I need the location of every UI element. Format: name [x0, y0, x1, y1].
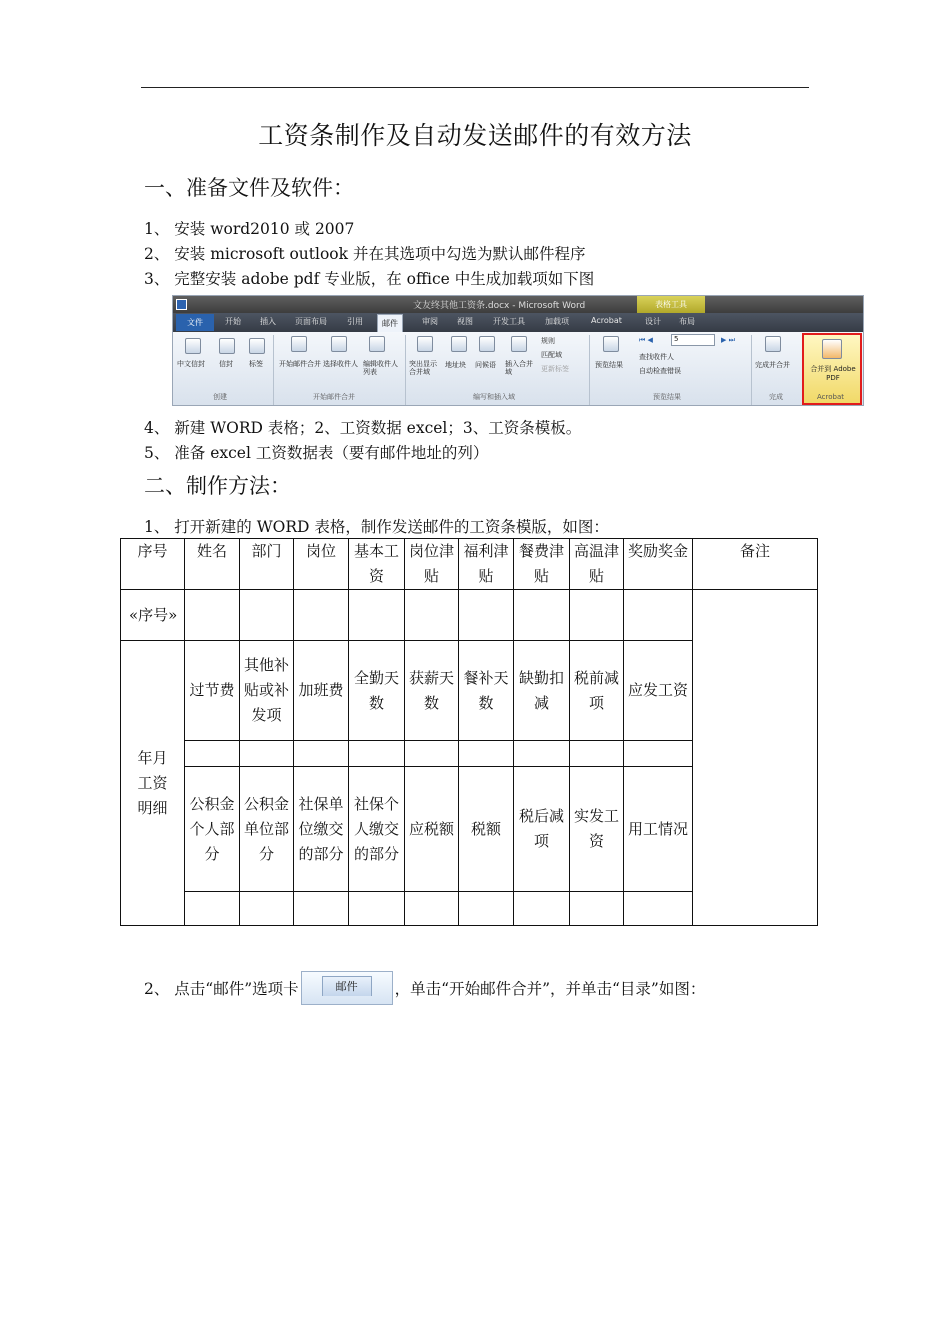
mailings-tab-image	[301, 971, 393, 1005]
step-2-before: 2、 点击“邮件”选项卡	[144, 980, 299, 998]
chinese-envelope-icon[interactable]	[185, 338, 201, 354]
table-cell	[459, 741, 514, 767]
finish-merge-label: 完成并合并	[755, 361, 790, 369]
table-cell	[514, 741, 570, 767]
table-cell	[240, 741, 294, 767]
group-finish: 完成	[769, 393, 783, 401]
tab-review[interactable]: 审阅	[422, 317, 438, 326]
group-create: 创建	[213, 393, 227, 401]
group-separator	[273, 335, 274, 405]
highlight-fields-label: 突出显示合并域	[409, 360, 437, 376]
table-cell	[185, 741, 240, 767]
tab-layout[interactable]: 布局	[679, 317, 695, 326]
tab-mailings[interactable]: 邮件	[377, 314, 403, 332]
tab-developer[interactable]: 开发工具	[493, 317, 525, 326]
list-item: 5、 准备 excel 工资数据表（要有邮件地址的列）	[144, 444, 489, 462]
group-separator	[589, 335, 590, 405]
group-separator	[405, 335, 406, 405]
mailings-tab-label: 邮件	[322, 976, 372, 996]
table-cell: 缺勤扣减	[514, 641, 570, 741]
tab-view[interactable]: 视图	[457, 317, 473, 326]
rules-button[interactable]: 规则	[541, 337, 555, 345]
window-title: 文友终其他工资条.docx - Microsoft Word	[413, 301, 586, 311]
table-cell	[294, 892, 349, 926]
list-item: 2、 安装 microsoft outlook 并在其选项中勾选为默认邮件程序	[144, 245, 586, 263]
auto-check-button[interactable]: 自动检查错误	[639, 367, 681, 375]
acrobat-merge-highlight[interactable]	[802, 333, 862, 405]
table-cell: 过节费	[185, 641, 240, 741]
table-cell: 税额	[459, 767, 514, 892]
table-cell	[405, 741, 459, 767]
group-preview: 预览结果	[653, 393, 681, 401]
table-cell	[624, 892, 693, 926]
step-2-after: ，单击“开始邮件合并”，并单击“目录”如图：	[394, 980, 706, 998]
group-write-insert: 编写和插入域	[473, 393, 515, 401]
step-2-text	[144, 973, 705, 1007]
group-start-merge: 开始邮件合并	[313, 393, 355, 401]
tab-acrobat[interactable]: Acrobat	[591, 316, 622, 325]
table-cell	[185, 590, 240, 641]
table-cell: 用工情况	[624, 767, 693, 892]
table-cell: 实发工资	[570, 767, 624, 892]
table-cell	[514, 892, 570, 926]
tab-home[interactable]: 开始	[225, 317, 241, 326]
section-heading-2: 二、制作方法：	[144, 474, 291, 498]
document-title: 工资条制作及自动发送邮件的有效方法	[258, 121, 692, 150]
greeting-line-label: 问候语	[475, 361, 496, 369]
insert-merge-field-icon[interactable]	[511, 336, 527, 352]
header-cell: 部门	[240, 539, 294, 590]
table-cell	[185, 892, 240, 926]
first-record-icon[interactable]: ⏮ ◀	[639, 336, 653, 344]
list-item: 3、 完整安装 adobe pdf 专业版，在 office 中生成加载项如下图	[144, 270, 595, 288]
tab-references[interactable]: 引用	[347, 317, 363, 326]
table-header-row	[121, 539, 818, 590]
highlight-fields-icon[interactable]	[417, 336, 433, 352]
table-cell	[294, 590, 349, 641]
group-acrobat: Acrobat	[817, 393, 844, 401]
merge-to-pdf-icon[interactable]	[822, 339, 842, 359]
merge-to-pdf-label: 合并到 Adobe PDF	[810, 365, 856, 382]
word-logo-icon	[176, 299, 187, 310]
label-label: 标签	[249, 360, 263, 368]
list-item: 4、 新建 WORD 表格；2、工资数据 excel；3、工资条模板。	[144, 419, 582, 437]
preview-results-icon[interactable]	[603, 336, 619, 352]
table-cell	[349, 892, 405, 926]
address-block-label: 地址块	[445, 361, 466, 369]
table-row	[121, 590, 818, 641]
ribbon-body	[173, 332, 864, 406]
table-cell: 应发工资	[624, 641, 693, 741]
tab-addins[interactable]: 加载项	[545, 317, 569, 326]
header-cell: 备注	[693, 539, 818, 590]
ribbon-tab-bar	[173, 313, 864, 332]
insert-merge-field-label: 插入合并域	[505, 360, 533, 376]
chinese-envelope-label: 中文信封	[177, 360, 205, 368]
header-cell: 岗位津贴	[405, 539, 459, 590]
remarks-cell	[693, 590, 818, 926]
seq-merge-field: «序号»	[121, 590, 185, 641]
table-cell	[349, 590, 405, 641]
update-labels-button[interactable]: 更新标签	[541, 365, 569, 373]
table-cell	[624, 590, 693, 641]
table-cell: 社保单位缴交的部分	[294, 767, 349, 892]
tab-file[interactable]: 文件	[176, 314, 214, 331]
table-cell: 加班费	[294, 641, 349, 741]
table-cell	[240, 590, 294, 641]
find-recipient-button[interactable]: 查找收件人	[639, 353, 674, 361]
table-cell: 全勤天数	[349, 641, 405, 741]
record-number-input[interactable]: 5	[671, 334, 715, 346]
tab-page-layout[interactable]: 页面布局	[295, 317, 327, 326]
section-heading-1: 一、准备文件及软件：	[144, 176, 354, 200]
context-tab-table-tools: 表格工具	[637, 296, 705, 313]
table-cell: 应税额	[405, 767, 459, 892]
edit-recipients-icon[interactable]	[369, 336, 385, 352]
table-cell	[459, 892, 514, 926]
table-cell	[624, 741, 693, 767]
step-1-text: 1、 打开新建的 WORD 表格，制作发送邮件的工资条模版，如图：	[144, 518, 609, 536]
label-icon[interactable]	[249, 338, 265, 354]
table-cell: 税前减项	[570, 641, 624, 741]
table-cell	[570, 892, 624, 926]
start-merge-icon[interactable]	[291, 336, 307, 352]
tab-design[interactable]: 设计	[645, 317, 661, 326]
table-cell: 公积金个人部分	[185, 767, 240, 892]
header-cell: 序号	[121, 539, 185, 590]
match-fields-button[interactable]: 匹配域	[541, 351, 562, 359]
header-cell: 高温津贴	[570, 539, 624, 590]
wage-slip-table	[120, 538, 818, 926]
envelope-icon[interactable]	[219, 338, 235, 354]
tab-insert[interactable]: 插入	[260, 317, 276, 326]
greeting-line-icon[interactable]	[479, 336, 495, 352]
table-cell: 社保个人缴交的部分	[349, 767, 405, 892]
finish-merge-icon[interactable]	[765, 336, 781, 352]
header-rule	[141, 87, 809, 88]
table-cell	[294, 741, 349, 767]
ribbon-title-bar	[173, 296, 864, 313]
side-label-cell: 年月工资明细	[121, 641, 185, 926]
word-ribbon-screenshot	[172, 295, 864, 406]
table-cell	[405, 892, 459, 926]
list-item: 1、 安装 word2010 或 2007	[144, 220, 355, 238]
header-cell: 姓名	[185, 539, 240, 590]
table-cell	[514, 590, 570, 641]
table-cell	[240, 892, 294, 926]
select-recipients-icon[interactable]	[331, 336, 347, 352]
table-cell: 餐补天数	[459, 641, 514, 741]
table-cell: 获薪天数	[405, 641, 459, 741]
envelope-label: 信封	[219, 360, 233, 368]
address-block-icon[interactable]	[451, 336, 467, 352]
last-record-icon[interactable]: ▶ ⏭	[721, 336, 735, 344]
header-cell: 基本工资	[349, 539, 405, 590]
edit-recipients-label: 编辑收件人列表	[363, 360, 398, 376]
select-recipients-label: 选择收件人	[323, 360, 358, 368]
header-cell: 餐费津贴	[514, 539, 570, 590]
start-merge-label: 开始邮件合并	[279, 360, 321, 368]
preview-results-label: 预览结果	[595, 361, 623, 369]
table-cell: 税后减项	[514, 767, 570, 892]
group-separator	[751, 335, 752, 405]
table-cell	[459, 590, 514, 641]
header-cell: 奖励奖金	[624, 539, 693, 590]
table-cell	[570, 590, 624, 641]
table-cell	[570, 741, 624, 767]
header-cell: 岗位	[294, 539, 349, 590]
table-cell	[405, 590, 459, 641]
table-cell: 公积金单位部分	[240, 767, 294, 892]
table-cell	[349, 741, 405, 767]
header-cell: 福利津贴	[459, 539, 514, 590]
table-cell: 其他补贴或补发项	[240, 641, 294, 741]
